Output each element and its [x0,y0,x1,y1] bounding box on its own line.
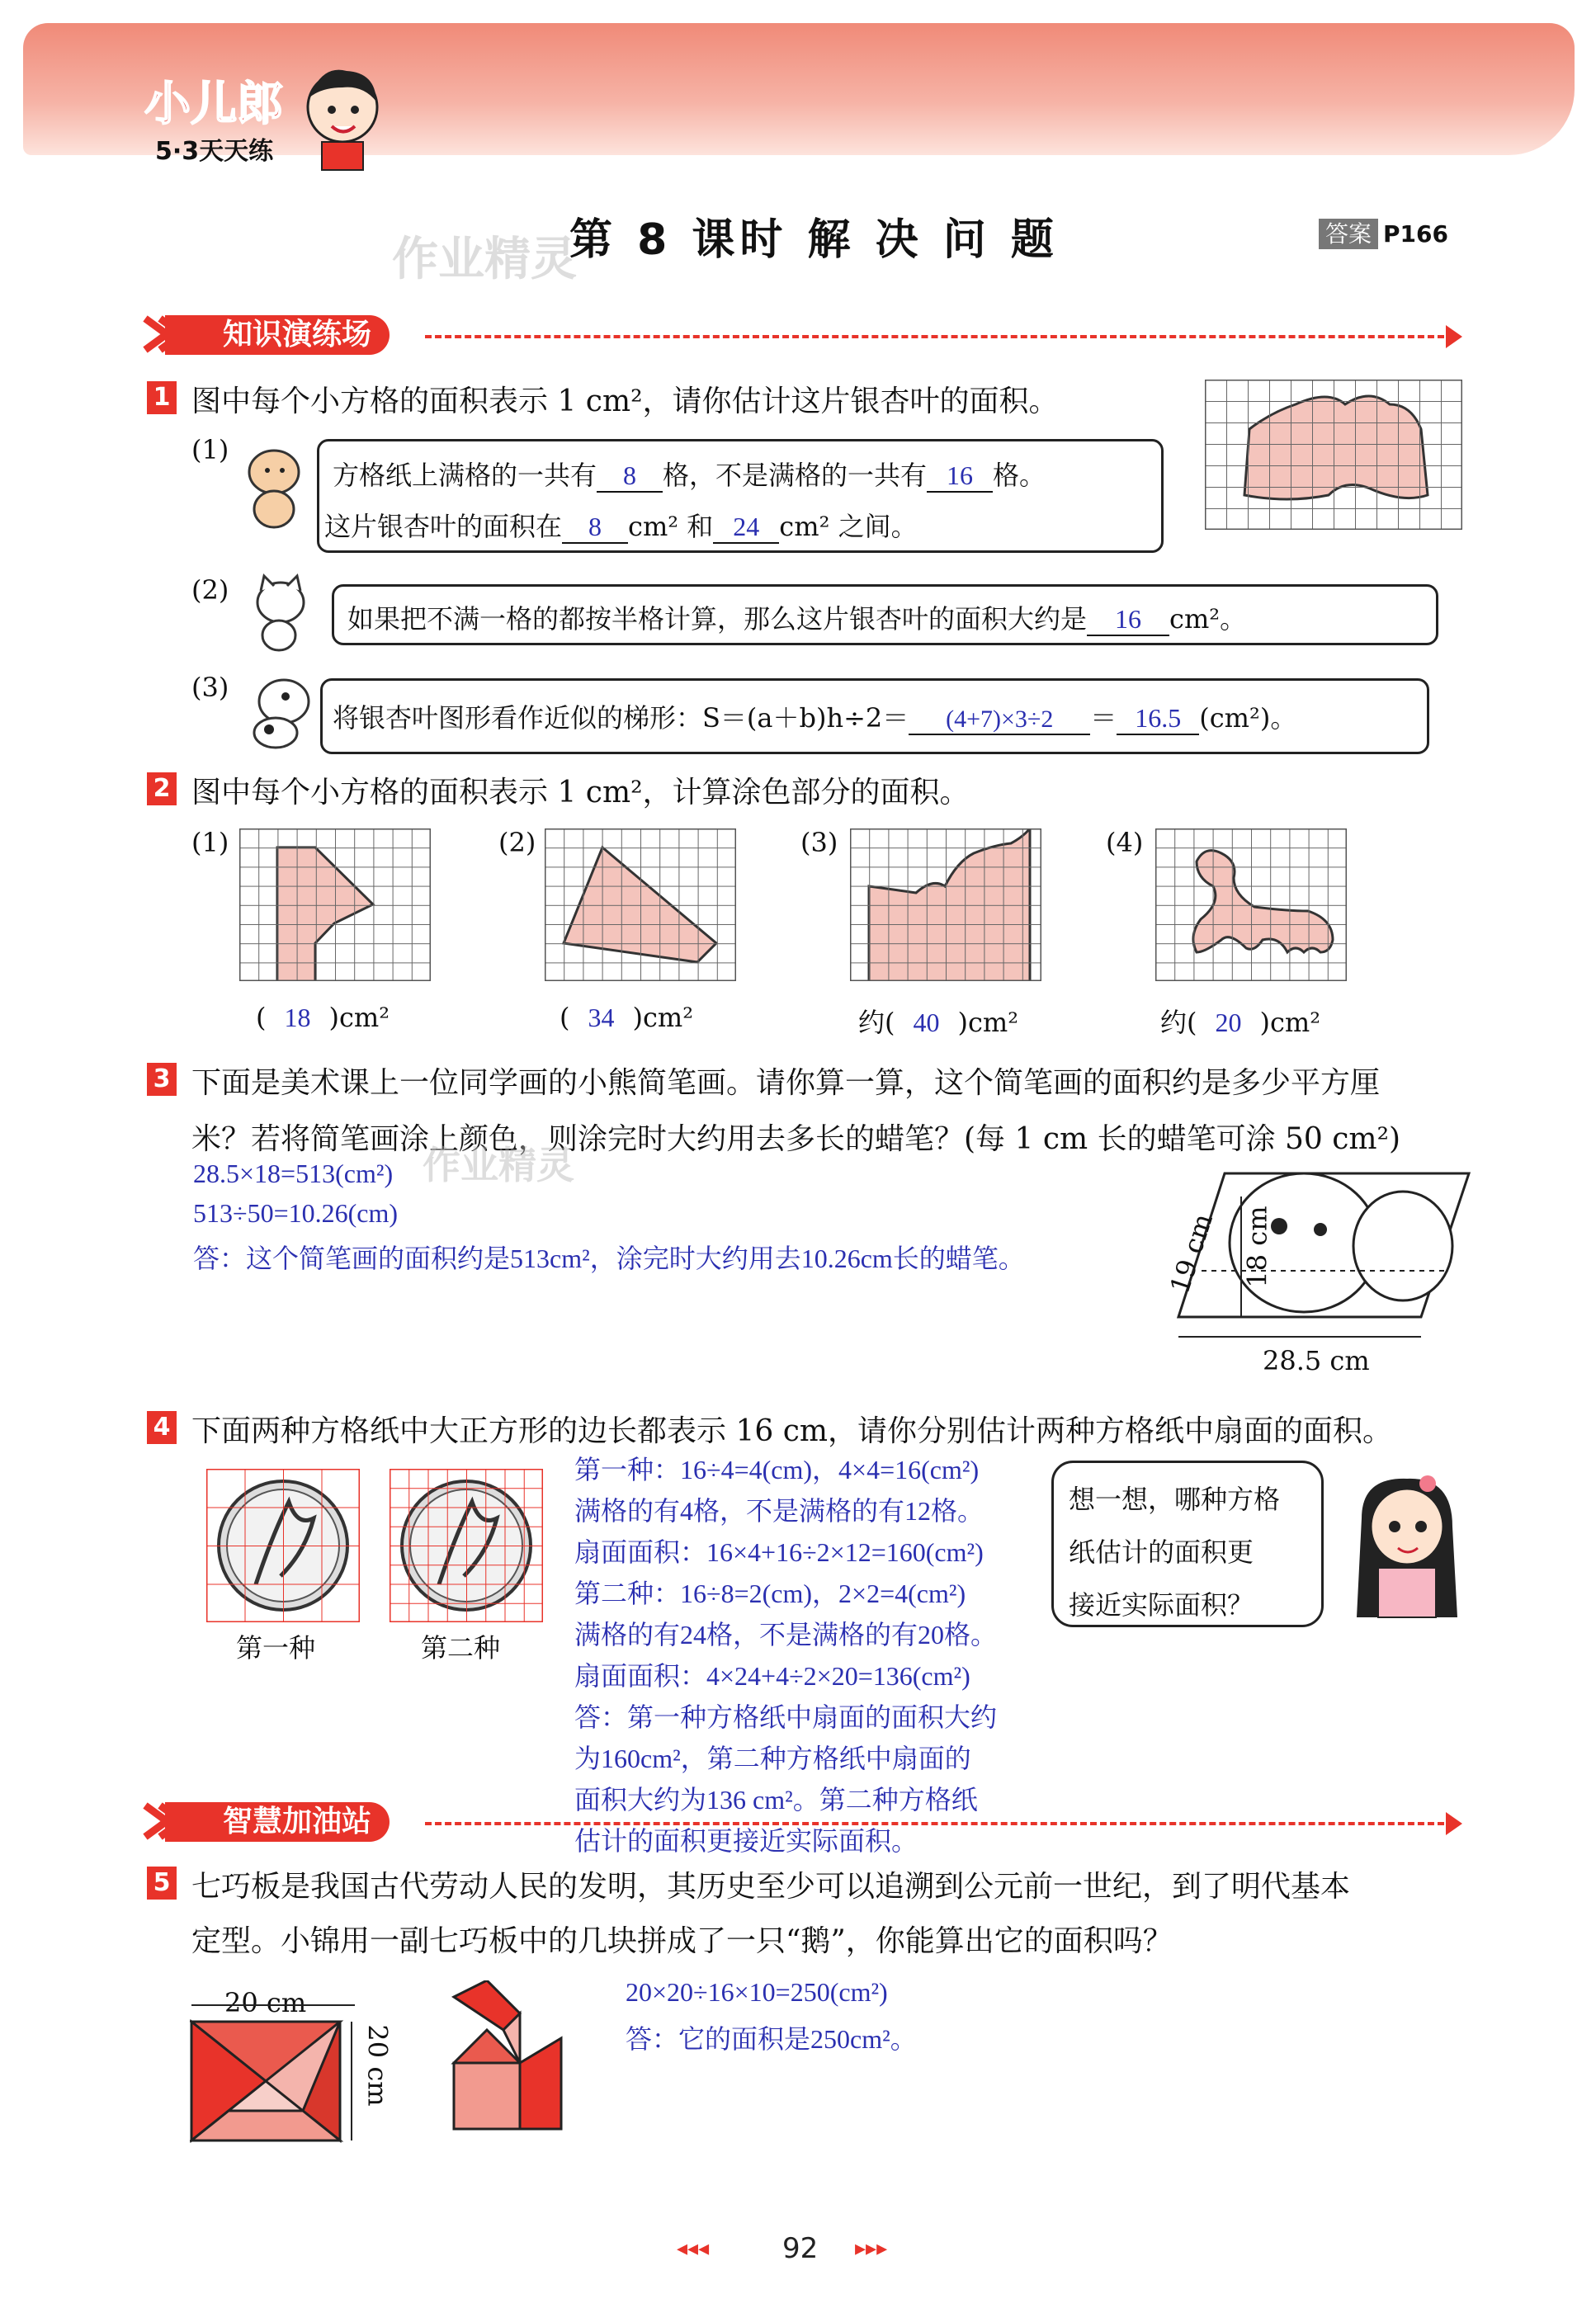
q2-item4-label: (4) [1106,827,1144,858]
think-bubble [1051,1461,1324,1627]
watermark-2: 作业精灵 [423,1143,574,1187]
answer-page: P166 [1383,220,1448,248]
q1-full-count: 8 [597,460,663,493]
question-text: 图中每个小方格的面积表示 1 cm²，请你估计这片银杏叶的面积。 [191,385,1059,418]
question-number: 1 [147,381,177,414]
q4-answer-line: 第二种：16÷8=2(cm)，2×2=4(cm²) [574,1579,966,1608]
q2-item1-suffix: )cm² [328,1002,390,1033]
question-text: 图中每个小方格的面积表示 1 cm²，计算涂色部分的面积。 [191,776,970,809]
question-text-line2: 米？若将简笔画涂上颜色，则涂完时大约用去多长的蜡笔？(每 1 cm 长的蜡笔可涂 50 cm²) [191,1122,1401,1156]
think-line: 想一想，哪种方格 [1069,1484,1281,1515]
q4-answer-line: 面积大约为136 cm²。第二种方格纸 [574,1785,978,1815]
question-number: 3 [147,1063,177,1096]
q1-p1-text-e: cm² 和 [628,511,714,542]
q1-area-high: 24 [713,512,779,544]
q3-answer-3: 答：这个简笔画的面积约是513cm²，涂完时大约用去10.26cm长的蜡笔。 [193,1244,1025,1273]
q1-p3-text-a: 将银杏叶图形看作近似的梯形：S＝(a＋b)h÷2＝ [333,702,909,734]
answer-reference [1319,216,1448,249]
ginkgo-leaf-grid [1205,380,1462,530]
section-practice: 知识演练场 [165,315,390,355]
q1-p1-text-b: 格，不是满格的一共有 [663,460,928,491]
spotted-dog-icon [234,670,325,749]
question-text-line1: 七巧板是我国古代劳动人民的发明，其历史至少可以追溯到公元前一世纪，到了明代基本 [191,1870,1351,1904]
q4-answer-block [574,1449,997,1862]
question-text: 下面两种方格纸中大正方形的边长都表示 16 cm，请你分别估计两种方格纸中扇面的面积。 [191,1414,1392,1448]
q2-shape2-grid [545,828,736,981]
tangram-goose [437,1980,569,2137]
q2-item4-suffix: )cm² [1259,1007,1321,1038]
section-divider [425,335,1444,338]
answer-tag-label: 答案 [1319,219,1378,249]
question-number: 2 [147,772,177,805]
fan-grid-type1 [206,1469,360,1622]
watermark: 作业精灵 [392,233,577,286]
q1-p1-text-f: cm² 之间。 [779,511,918,542]
page-next-arrows-icon: ▸▸▸ [855,2236,888,2261]
q2-item2-label: (2) [498,827,536,858]
mascot-boy-icon [297,64,388,172]
q3-answer-2: 513÷50=10.26(cm) [193,1198,399,1228]
question-text-line1: 下面是美术课上一位同学画的小熊简笔画。请你算一算，这个简笔画的面积约是多少平方厘 [191,1066,1381,1100]
q4-answer-line: 答：第一种方格纸中扇面的面积大约 [574,1702,998,1732]
q1-part3-label: (3) [191,672,229,703]
q5-dim-side: 20 cm [361,2024,394,2107]
divider-arrowhead-icon [1446,1812,1462,1835]
fan-caption-2: 第二种 [421,1632,501,1664]
q2-item2-prefix: ( [560,1002,570,1033]
q4-answer-line: 第一种：16÷4=4(cm)，4×4=16(cm²) [574,1455,980,1484]
fan-grid-type2 [390,1469,543,1622]
girl-mascot-icon [1329,1469,1477,1626]
q1-part1-line1 [333,455,1046,493]
q1-part3-line [333,697,1296,735]
q1-part2-bubble [332,584,1438,645]
q4-answer-line: 满格的有4格，不是满格的有12格。 [574,1496,985,1526]
q3-answer-1: 28.5×18=513(cm²) [193,1159,394,1188]
q3-dim-height: 18 cm [1241,1206,1273,1288]
q1-trapezoid-formula: (4+7)×3÷2 [909,706,1090,735]
think-line: 纸估计的面积更 [1069,1536,1254,1568]
q2-item4-answer: 20 [1215,1008,1242,1037]
q1-p1-text-a: 方格纸上满格的一共有 [333,460,597,491]
q2-item1-label: (1) [191,827,229,858]
q5-answer-2: 答：它的面积是250cm²。 [626,2024,917,2054]
q2-item2-answer-line [560,1002,693,1033]
q2-item3-label: (3) [800,827,838,858]
q4-answer-line: 为160cm²，第二种方格纸中扇面的 [574,1744,971,1773]
q1-part3-bubble [320,678,1429,754]
cat-icon [239,573,322,652]
q1-part2-label: (2) [191,574,229,606]
q2-item1-answer: 18 [284,1003,311,1032]
q2-shape3-grid [850,828,1041,981]
q1-area-low: 8 [562,512,628,544]
q2-item3-suffix: )cm² [957,1007,1019,1038]
brand-subtitle: 5·3天天练 [155,137,274,166]
q1-trapezoid-answer: 16.5 [1117,703,1199,735]
divider-arrowhead-icon [1446,325,1462,348]
q2-item3-answer-line [858,1002,1018,1040]
q1-estimate-answer: 16 [1087,604,1169,636]
q1-part2-line [347,598,1246,636]
q4-answer-line: 扇面面积：4×24+4÷2×20=136(cm²) [574,1661,970,1691]
page-prev-arrows-icon: ◂◂◂ [677,2236,710,2261]
q2-shape1-grid [239,828,431,981]
q1-p1-text-c: 格。 [993,460,1046,491]
tangram-square [190,1997,371,2154]
q1-part1-bubble [317,439,1164,553]
q2-item4-prefix: 约( [1160,1007,1197,1038]
puppy-icon [233,439,315,530]
brand-logo: 小儿郎 [144,78,283,131]
section-wisdom: 智慧加油站 [165,1802,390,1842]
q2-item1-answer-line [256,1002,390,1033]
q1-p2-text-a: 如果把不满一格的都按半格计算，那么这片银杏叶的面积大约是 [347,603,1088,635]
q2-item3-answer: 40 [913,1008,940,1037]
q1-part1-line2 [324,506,918,544]
fan-caption-1: 第一种 [236,1632,316,1664]
q1-p1-text-d: 这片银杏叶的面积在 [324,511,563,542]
q2-item1-prefix: ( [256,1002,267,1033]
question-number: 5 [147,1867,177,1900]
q1-p3-eq: ＝ [1090,702,1117,734]
q5-dim-top: 20 cm [224,1987,307,2018]
q4-answer-line: 满格的有24格，不是满格的有20格。 [574,1620,998,1650]
q2-shape4-grid [1155,828,1347,981]
q2-item4-answer-line [1160,1002,1320,1040]
q1-p3-text-b: (cm²)。 [1199,702,1297,734]
question-number: 4 [147,1411,177,1444]
question-text-line2: 定型。小锦用一副七巧板中的几块拼成了一只“鹅”，你能算出它的面积吗？ [191,1924,1173,1958]
q3-dim-base: 28.5 cm [1263,1345,1370,1376]
lesson-title: 第 8 课时 解 决 问 题 [569,215,1059,265]
section-divider [425,1822,1444,1825]
q1-partial-count: 16 [927,460,993,493]
q5-answer-1: 20×20÷16×10=250(cm²) [626,1977,888,2007]
q4-answer-line: 估计的面积更接近实际面积。 [574,1826,918,1856]
q2-item3-prefix: 约( [858,1007,895,1038]
q1-p2-text-b: cm²。 [1169,603,1247,635]
q2-item2-answer: 34 [588,1003,615,1032]
q4-answer-line: 扇面面积：16×4+16÷2×12=160(cm²) [574,1537,984,1567]
think-text [1069,1473,1280,1631]
q1-part1-label: (1) [191,434,229,465]
think-line: 接近实际面积？ [1069,1589,1254,1621]
page-number: 92 [782,2232,819,2265]
q2-item2-suffix: )cm² [632,1002,694,1033]
q3-dim-side: 19 cm [1164,1209,1219,1298]
